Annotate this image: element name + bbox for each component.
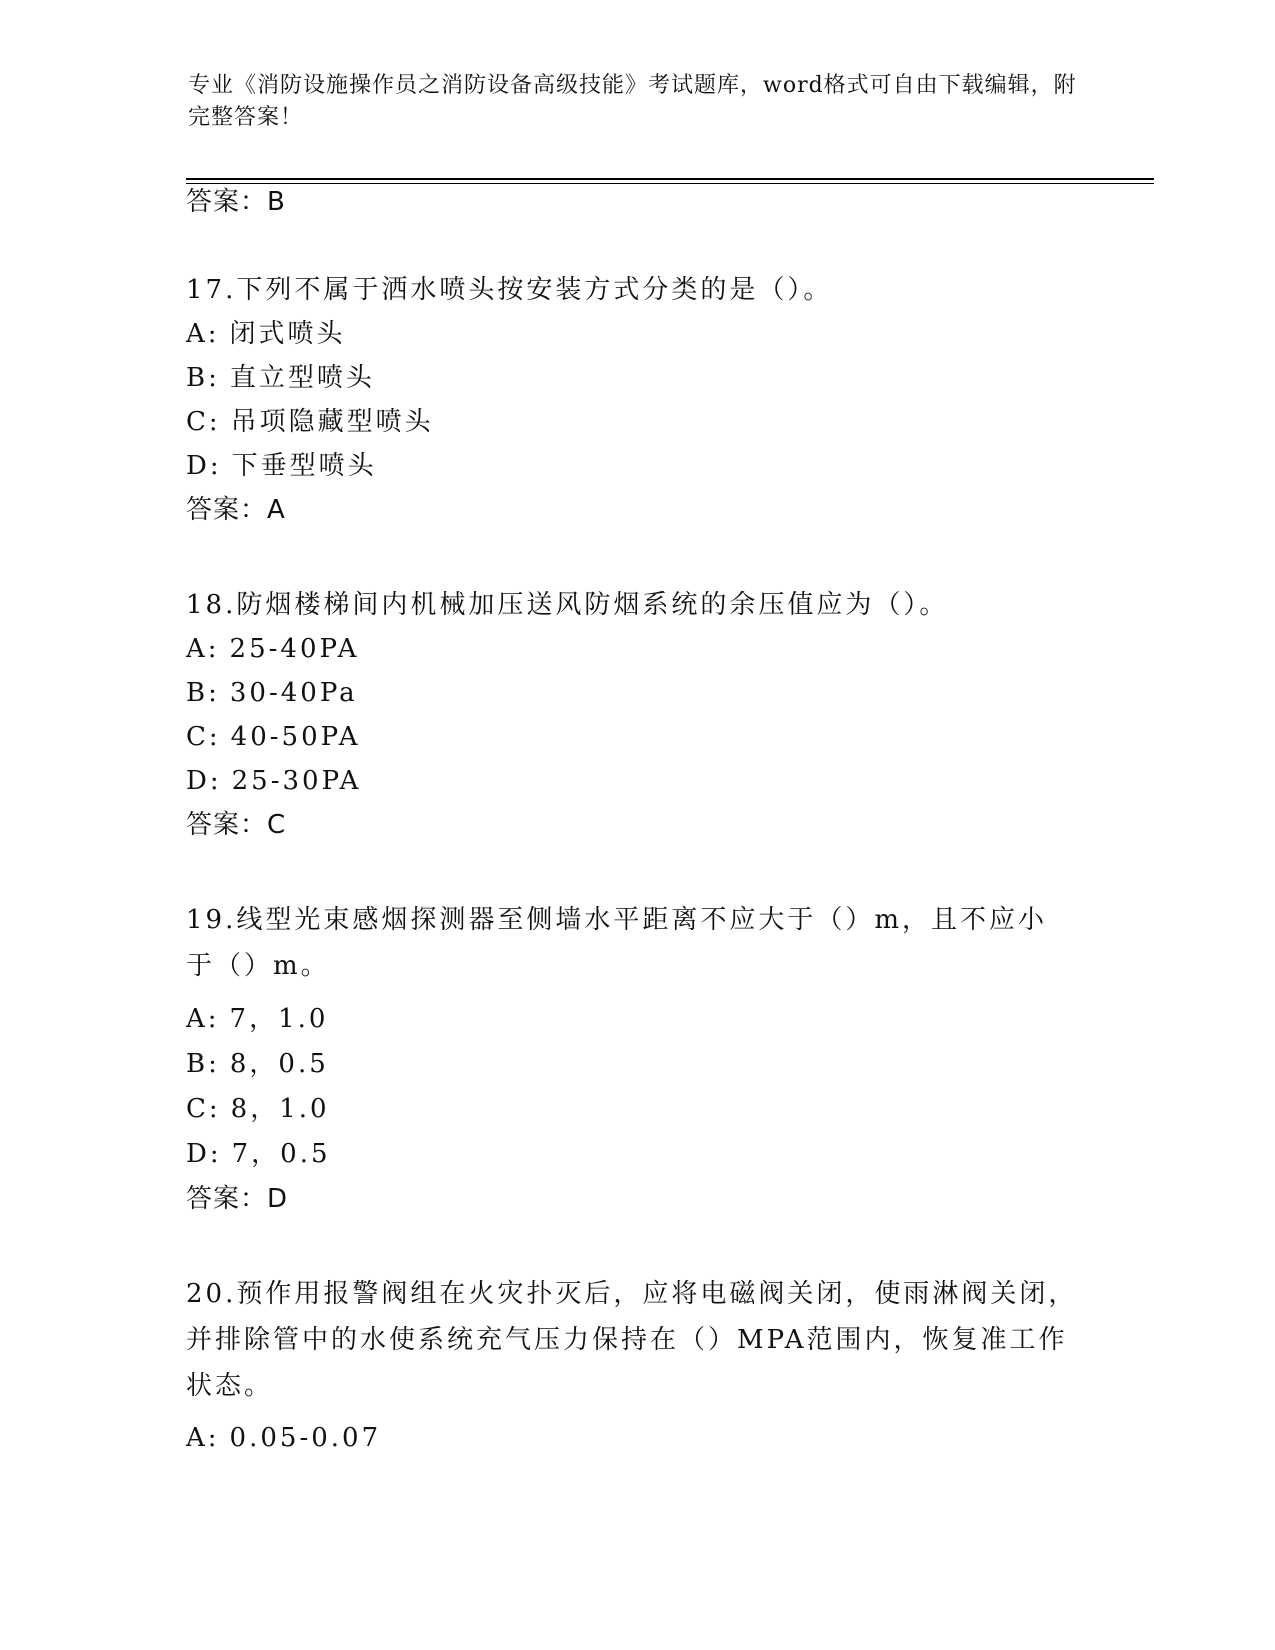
answer-prefix: 答案：	[186, 810, 268, 840]
option-text: 7，0.5	[231, 1139, 331, 1169]
option-text: 闭式喷头	[229, 319, 346, 349]
option-label: C:	[186, 722, 221, 752]
question-19: 19.线型光束感烟探测器至侧墙水平距离不应大于（）m，且不应小于（）m。	[186, 905, 1048, 981]
answer-prefix: 答案：	[186, 187, 268, 217]
option-label: A:	[186, 1004, 220, 1034]
option-line	[186, 765, 361, 797]
header-rule-thin	[186, 183, 1154, 184]
option-text: 25-30PA	[231, 766, 362, 796]
answer-line	[186, 809, 286, 841]
answer-prefix: 答案：	[186, 495, 268, 525]
option-text: 8，1.0	[230, 1094, 330, 1124]
answer-value: A	[267, 495, 286, 525]
option-line	[186, 1422, 381, 1454]
option-label: D:	[186, 451, 222, 481]
option-line	[186, 450, 377, 482]
option-line	[186, 1048, 329, 1080]
option-line	[186, 1093, 330, 1125]
answer-line	[186, 494, 286, 526]
option-line	[186, 362, 375, 394]
question-20: 20.预作用报警阀组在火灾扑灭后，应将电磁阀关闭，使雨淋阀关闭，并排除管中的水使系统充气压力保持在（）MPA范围内，恢复准工作状态。	[186, 1279, 1078, 1401]
option-text: 30-40Pa	[229, 678, 358, 708]
option-text: 直立型喷头	[229, 363, 375, 393]
answer-value: D	[267, 1184, 289, 1214]
option-line	[186, 318, 346, 350]
answer-line	[186, 186, 286, 218]
option-line	[186, 721, 361, 753]
answer-line	[186, 1183, 288, 1215]
answer-prefix: 答案：	[186, 1184, 268, 1214]
option-text: 0.05-0.07	[229, 1423, 382, 1453]
answer-value: C	[267, 810, 287, 840]
header-rule-thick	[186, 178, 1154, 180]
document-header: 专业《消防设施操作员之消防设备高级技能》考试题库，word格式可自由下载编辑，附完整答案！	[188, 73, 1077, 130]
option-text: 7，1.0	[229, 1004, 329, 1034]
option-label: D:	[186, 766, 222, 796]
option-text: 吊项隐藏型喷头	[230, 407, 434, 437]
option-label: A:	[186, 319, 220, 349]
option-label: D:	[186, 1139, 222, 1169]
option-line	[186, 1003, 328, 1035]
option-text: 40-50PA	[230, 722, 361, 752]
option-line	[186, 406, 434, 438]
option-label: B:	[186, 678, 220, 708]
option-label: B:	[186, 1049, 220, 1079]
option-label: A:	[186, 1423, 220, 1453]
option-line	[186, 633, 359, 665]
option-text: 8，0.5	[229, 1049, 329, 1079]
option-label: C:	[186, 407, 221, 437]
option-label: A:	[186, 634, 220, 664]
option-text: 下垂型喷头	[231, 451, 377, 481]
question-18: 18.防烟楼梯间内机械加压送风防烟系统的余压值应为（）。	[186, 590, 949, 620]
option-line	[186, 1138, 331, 1170]
option-label: B:	[186, 363, 220, 393]
question-17: 17.下列不属于洒水喷头按安装方式分类的是（）。	[186, 275, 833, 305]
option-text: 25-40PA	[229, 634, 360, 664]
option-label: C:	[186, 1094, 221, 1124]
answer-value: B	[267, 187, 286, 217]
option-line	[186, 677, 358, 709]
